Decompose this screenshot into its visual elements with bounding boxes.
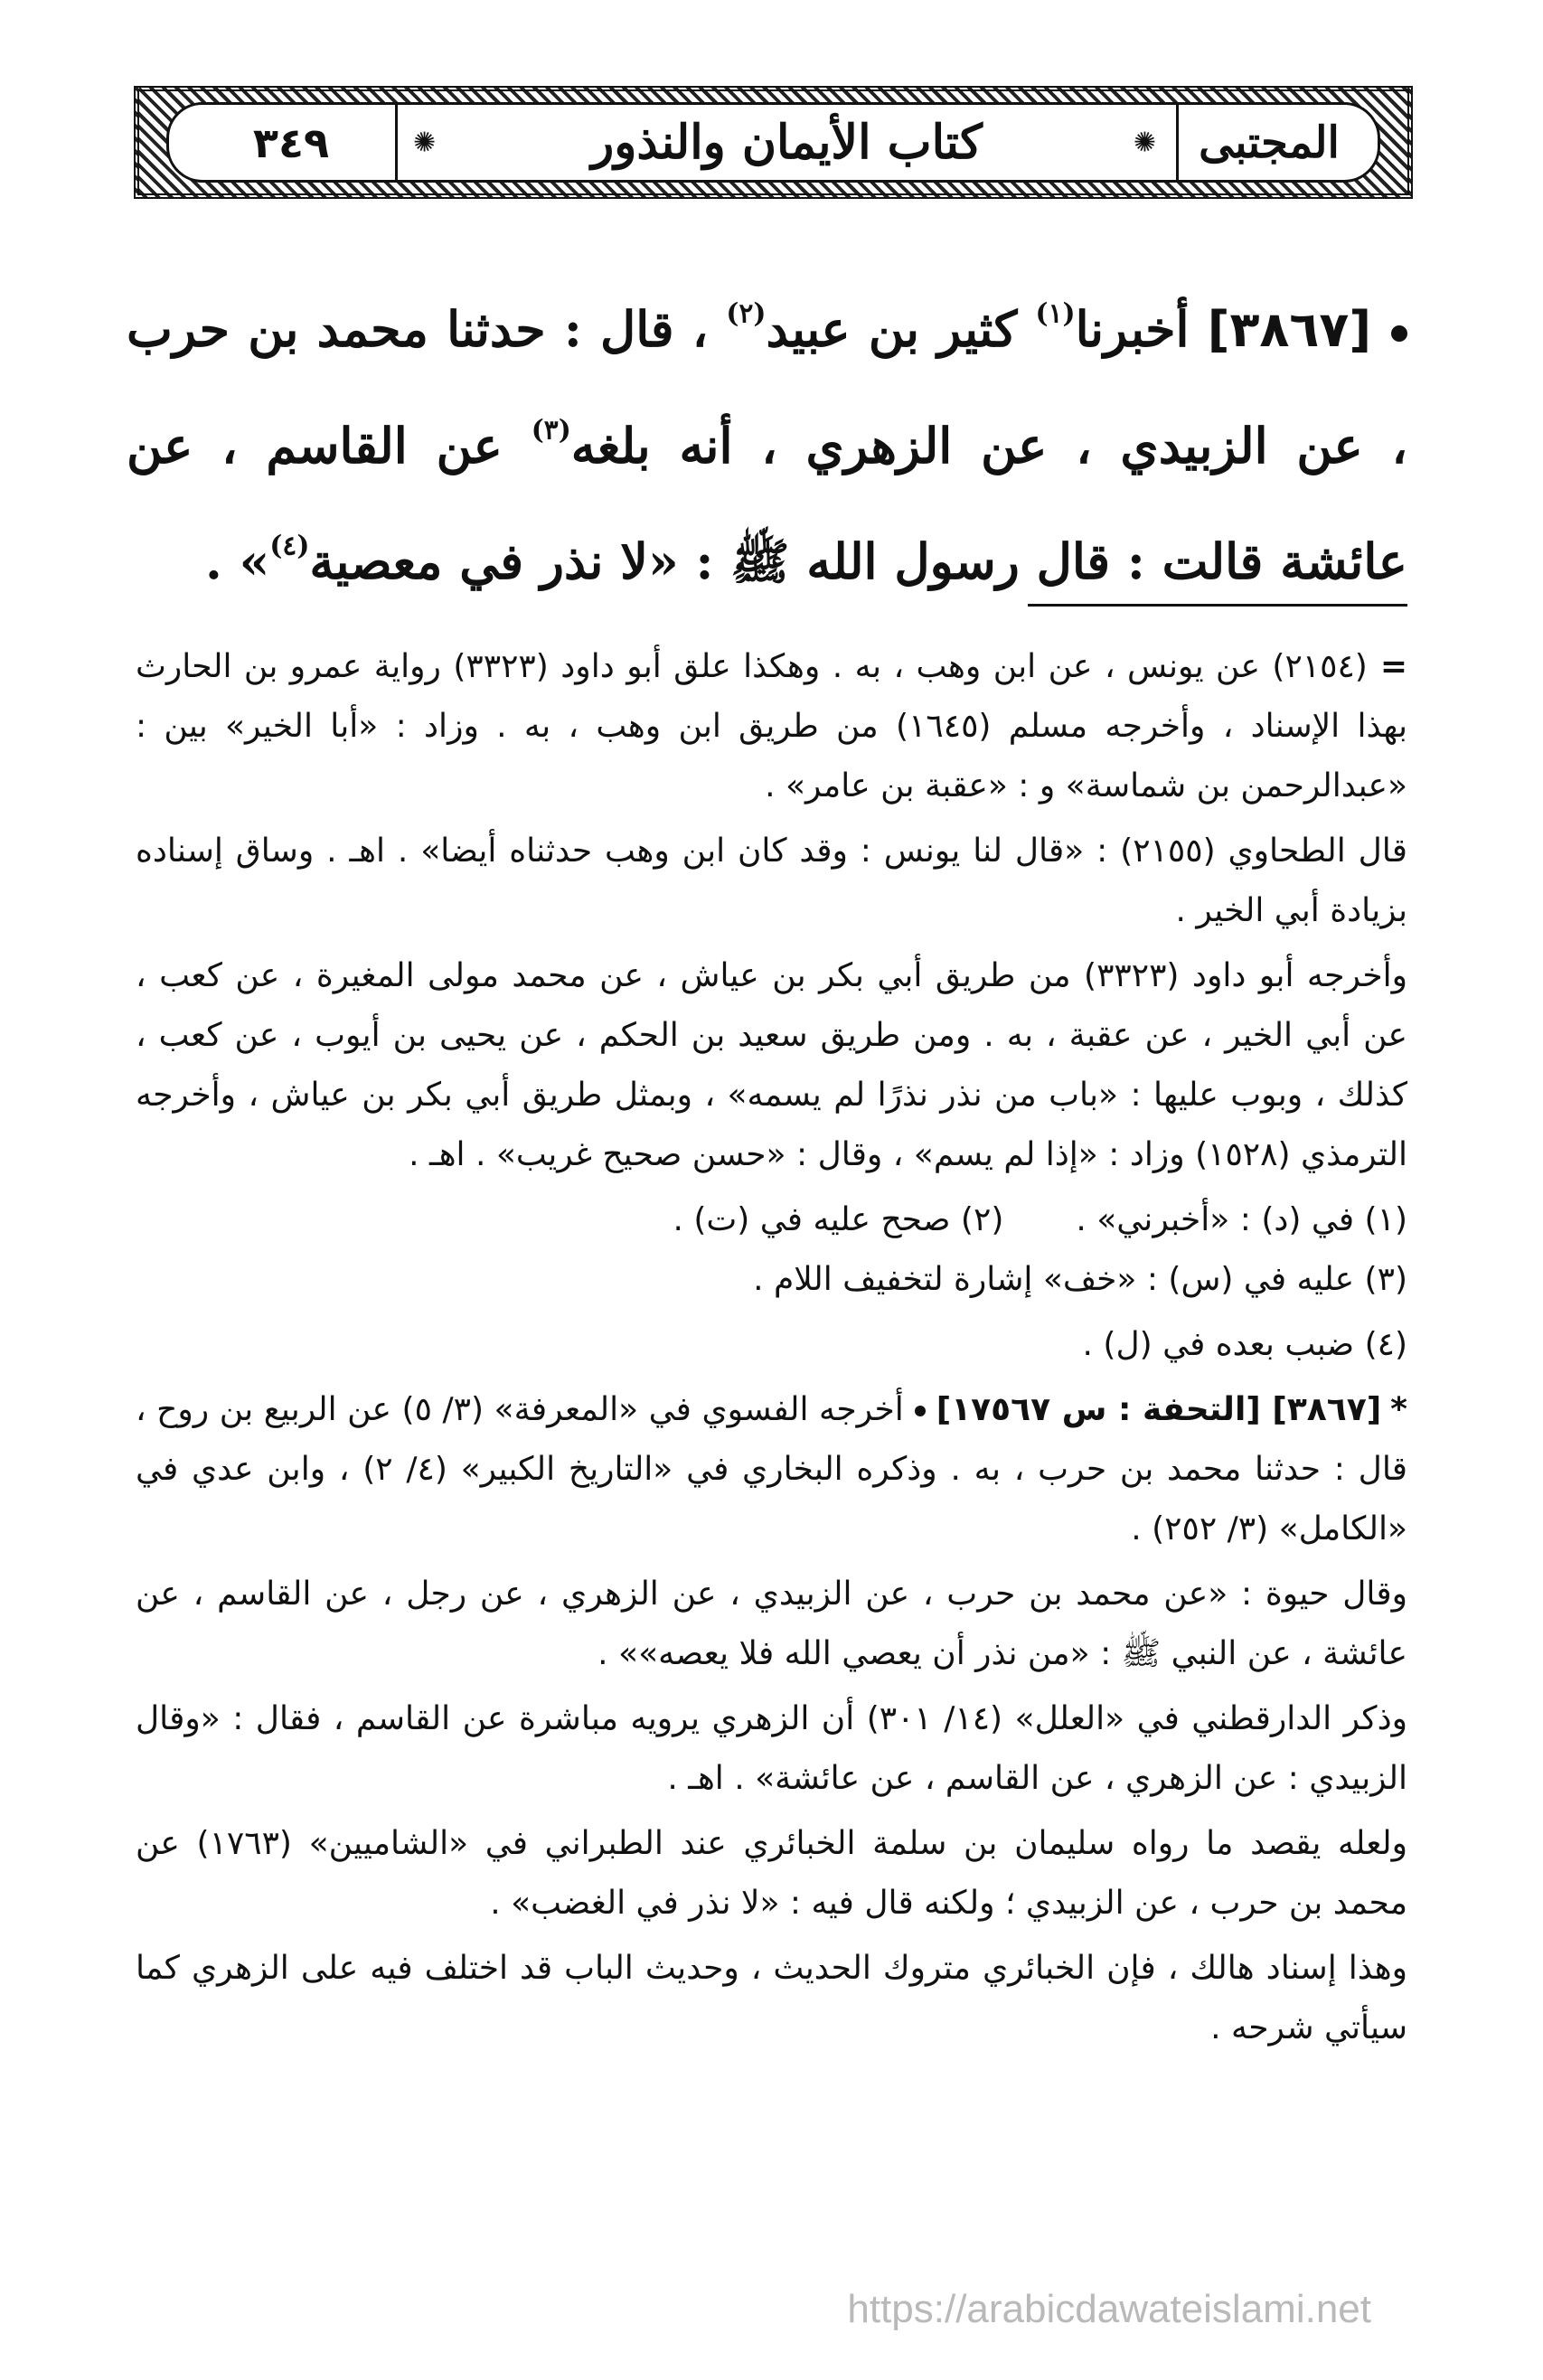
footnote-separator	[1028, 604, 1407, 607]
ornamental-header	[134, 86, 1413, 199]
book-mark-cartouche	[1176, 105, 1360, 180]
hadith-text	[127, 271, 1407, 619]
note-paragraph: وأخرجه أبو داود (٣٣٢٣) من طريق أبي بكر بن عياش ، عن محمد مولى المغيرة ، عن كعب ، عن أبي الخير ، عن عقبة ، به . ومن طريق سعيد بن الحكم ، عن يحيى بن أيوب ، عن كعب ، كذلك ، وبوب عليها : «باب من نذر نذرًا لم يسمه» ، وبمثل طريق أبي بكر بن عياش ، وأخرجه الترمذي (١٥٢٨) وزاد : «إذا لم يسم» ، وقال : «حسن صحيح غريب» . اهـ .	[136, 957, 1407, 1173]
tuhfa-reference: [٣٨٦٧] [التحفة : س ١٧٥٦٧]	[936, 1391, 1382, 1428]
hadith-number: [٣٨٦٧]	[1207, 301, 1371, 358]
note-text: أخرجه الفسوي في «المعرفة» (٣/ ٥) عن الربيع بن روح ، قال : حدثنا محمد بن حرب ، به . وذكره البخاري في «التاريخ الكبير» (٤/ ٢) ، وابن عدي في «الكامل» (٣/ ٢٥٢) .	[136, 1391, 1407, 1547]
bullet-icon	[915, 1406, 926, 1416]
footnote-1: (١) في (د) : «أخبرني» .	[1076, 1201, 1407, 1238]
note-paragraph: قال الطحاوي (٢١٥٥) : «قال لنا يونس : وقد كان ابن وهب حدثناه أيضا» . اهـ . وساق إسناده بزيادة أبي الخير .	[136, 833, 1407, 929]
note-paragraph	[136, 1380, 1407, 1559]
ornament-icon: ✺	[413, 127, 437, 158]
asterisk-icon: *	[1390, 1391, 1407, 1428]
footnote-2: (٢) صحح عليه في (ت) .	[673, 1201, 1004, 1238]
note-text: (٢١٥٤) عن يونس ، عن ابن وهب ، به . وهكذا علق أبو داود (٣٣٢٣) رواية عمرو بن الحارث بهذا الإسناد ، وأخرجه مسلم (١٦٤٥) من طريق ابن وهب ، به . وزاد : «أبا الخير» بين : «عبدالرحمن بن شماسة» و : «عقبة بن عامر» .	[136, 648, 1408, 804]
note-paragraph: ولعله يقصد ما رواه سليمان بن سلمة الخبائري عند الطبراني في «الشاميين» (١٧٦٣) عن محمد بن حرب ، عن الزبيدي ؛ ولكنه قال فيه : «لا نذر في الغضب» .	[136, 1825, 1407, 1922]
watermark-url: https://arabicdawateislami.net	[847, 2287, 1371, 2331]
commentary	[136, 637, 1407, 2064]
note-paragraph: وقال حيوة : «عن محمد بن حرب ، عن الزبيدي ، عن الزهري ، عن رجل ، عن القاسم ، عن عائشة ، عن النبي ﷺ : «من نذر أن يعصي الله فلا يعصه»» .	[136, 1576, 1407, 1672]
hadith-matn: عن القاسم ، عن عائشة قالت : قال رسول الله ﷺ : «لا نذر في معصية	[127, 417, 1407, 590]
hadith-chain: ، قال : حدثنا محمد بن حرب ، عن الزبيدي ، عن الزهري ، أنه بلغه	[127, 300, 1407, 475]
hadith-narrator: كثير بن عبيد	[766, 300, 1018, 358]
running-head: كتاب الأيمان والنذور	[591, 115, 983, 170]
note-paragraph: وهذا إسناد هالك ، فإن الخبائري متروك الحديث ، وحديث الباب قد اختلف فيه على الزهري كما سيأتي شرحه .	[136, 1950, 1407, 2046]
note-paragraph: وذكر الدارقطني في «العلل» (١٤/ ٣٠١) أن الزهري يرويه مباشرة عن القاسم ، فقال : «وقال الزبيدي : عن الزهري ، عن القاسم ، عن عائشة» . اهـ .	[136, 1700, 1407, 1797]
footnote-3: (٣) عليه في (س) : «خف» إشارة لتخفيف اللام .	[753, 1261, 1407, 1298]
page-number: ٣٤٩	[252, 118, 330, 167]
footnote-ref: (٣)	[531, 414, 571, 447]
footnote-ref: (١)	[1035, 297, 1076, 330]
continuation-mark: =	[1379, 648, 1408, 685]
header-frame	[166, 102, 1380, 183]
book-mark: المجتبى	[1199, 117, 1340, 168]
footnote-4: (٤) ضبب بعده في (ل) .	[1082, 1326, 1407, 1363]
ornament-icon: ✺	[1133, 127, 1156, 158]
footnote-ref: (٢)	[726, 297, 767, 330]
footnote-ref: (٤)	[269, 530, 310, 562]
hadith-end: » .	[205, 532, 270, 590]
footnote-row	[136, 1190, 1407, 1250]
hadith-verb: أخبرنا	[1075, 300, 1190, 358]
note-paragraph	[136, 637, 1407, 816]
bullet-icon	[1391, 325, 1407, 342]
page-number-cartouche	[187, 105, 398, 180]
